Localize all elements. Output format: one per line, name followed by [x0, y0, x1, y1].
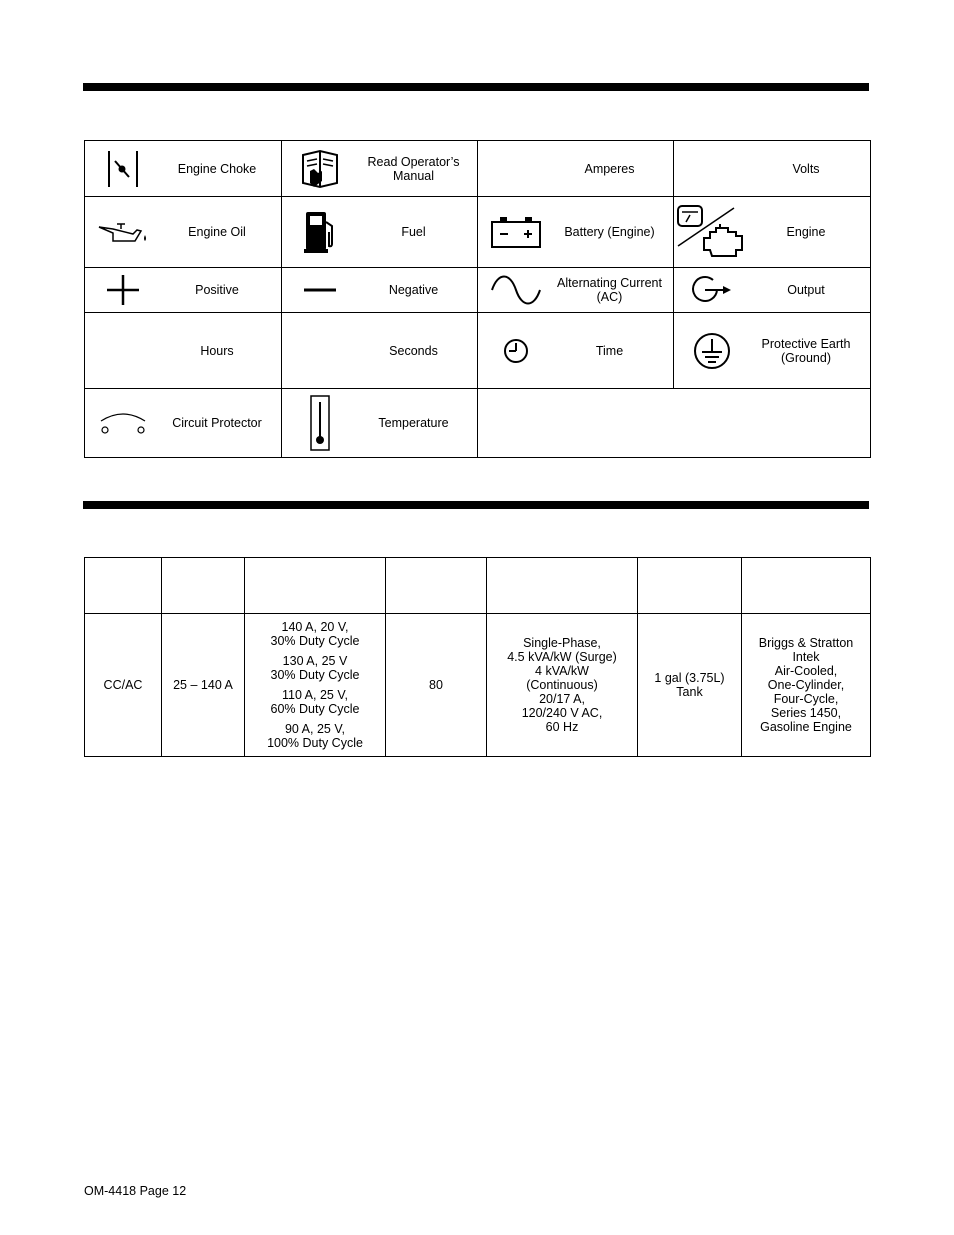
symbol-label: Hours [200, 343, 234, 358]
symbol-label: Read Operator’s Manual [367, 154, 460, 183]
symbol-label: Amperes [584, 161, 635, 176]
symbol-cell [674, 141, 871, 197]
symbol-row [85, 389, 871, 458]
fuel-pump-icon [282, 210, 358, 254]
process-cell: CC/AC [85, 614, 162, 757]
symbol-label: Time [595, 343, 624, 358]
symbol-cell [282, 141, 478, 197]
range-cell: 25 – 140 A [162, 614, 245, 757]
symbol-cell [85, 389, 282, 458]
symbol-label: Engine Choke [177, 161, 257, 176]
generator-cell: Single-Phase, 4.5 kVA/kW (Surge) 4 kVA/kW (Continuous) 20/17 A, 120/240 V AC, 60 Hz [487, 614, 638, 757]
thermometer-icon [282, 394, 358, 452]
empty-cell [478, 389, 871, 458]
clock-icon [478, 337, 554, 365]
section-rule-top [83, 83, 869, 91]
symbol-label: Seconds [389, 343, 438, 358]
circuit-protector-icon [85, 411, 161, 435]
symbol-row [85, 141, 871, 197]
symbol-label: Volts [792, 161, 820, 176]
symbols-table [84, 140, 871, 458]
symbol-cell [478, 197, 674, 268]
symbol-row [85, 313, 871, 389]
engine-cell: Briggs & Stratton Intek Air-Cooled, One-Cylinder, Four-Cycle, Series 1450, Gasoline Engine [742, 614, 871, 757]
symbol-cell [478, 313, 674, 389]
spec-header-row [85, 558, 871, 614]
symbol-label: Temperature [378, 416, 449, 430]
page-footer: OM-4418 Page 12 [84, 1184, 187, 1198]
spec-data-row [85, 614, 871, 757]
symbol-label: Fuel [401, 225, 426, 239]
symbol-cell [282, 268, 478, 313]
engine-choke-icon [85, 149, 161, 189]
symbol-cell [674, 197, 871, 268]
symbol-cell [478, 268, 674, 313]
engine-icon [674, 204, 750, 260]
header-cell [487, 558, 638, 614]
symbol-label: Engine [786, 225, 826, 239]
symbol-label: Positive [195, 283, 239, 297]
symbol-cell [674, 268, 871, 313]
output-icon [674, 275, 750, 305]
read-manual-icon [282, 147, 358, 191]
specifications-table [84, 557, 871, 757]
symbol-label: Output [787, 283, 825, 297]
symbol-cell [85, 313, 282, 389]
minus-icon [282, 285, 358, 295]
ocv-cell: 80 [386, 614, 487, 757]
plus-icon [85, 274, 161, 306]
symbol-label: Circuit Protector [172, 416, 262, 430]
symbol-cell [282, 313, 478, 389]
symbol-cell [674, 313, 871, 389]
section-rule-specs [83, 501, 869, 509]
symbol-cell [85, 268, 282, 313]
fuel-capacity-cell: 1 gal (3.75L) Tank [638, 614, 742, 757]
ground-icon [674, 331, 750, 371]
rated-output-cell: 140 A, 20 V, 30% Duty Cycle 130 A, 25 V 30% Duty Cycle 110 A, 25 V, 60% Duty Cycle 90 A, 25 V, 100% Duty Cycle [245, 614, 386, 757]
symbol-cell [478, 141, 674, 197]
sine-wave-icon [478, 275, 554, 305]
header-cell [742, 558, 871, 614]
symbol-label: Alternating Current (AC) [557, 276, 662, 304]
oil-can-icon [85, 217, 161, 247]
symbol-cell [85, 141, 282, 197]
header-cell [245, 558, 386, 614]
symbol-row [85, 268, 871, 313]
symbol-row [85, 197, 871, 268]
header-cell [85, 558, 162, 614]
symbol-cell [282, 389, 478, 458]
header-cell [162, 558, 245, 614]
symbol-label: Battery (Engine) [564, 225, 655, 239]
header-cell [386, 558, 487, 614]
symbol-label: Engine Oil [188, 225, 246, 239]
symbol-label: Negative [388, 283, 439, 297]
symbol-cell [282, 197, 478, 268]
symbol-label: Protective Earth (Ground) [761, 336, 851, 365]
symbol-cell [85, 197, 282, 268]
battery-icon [478, 215, 554, 249]
header-cell [638, 558, 742, 614]
